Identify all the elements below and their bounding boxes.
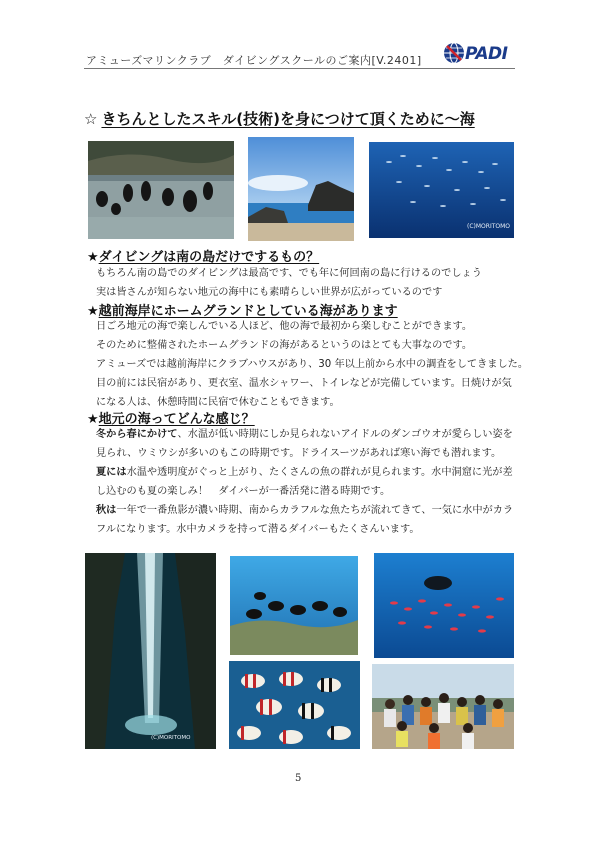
watermark-bottom-left: (C)MORITOMO <box>151 735 191 741</box>
section-star-3: ★ <box>87 412 99 427</box>
photo-fish-school <box>369 142 514 238</box>
photo-group-beach <box>372 664 514 749</box>
watermark-top-right: (C)MORITOMO <box>467 223 510 230</box>
section-body-3 <box>96 425 526 539</box>
section-heading-text-1: ダイビングは南の島だけでするもの？ <box>98 250 320 265</box>
header-title: アミューズマリンクラブ ダイビングスクールのご案内[V.2401] <box>86 54 422 67</box>
photo-divers-shallow <box>88 141 234 239</box>
season-label-winter: 冬から春にかけて <box>96 429 178 440</box>
body-line: 夏には水温や透明度がぐっと上がり、たくさんの魚の群れが見られます。水中洞窟に光が差 <box>96 467 513 478</box>
photo-diver-red-fish <box>374 553 514 658</box>
body-line: し込むのも夏の楽しみ！ ダイバーが一番活発に潜る時期です。 <box>96 486 391 497</box>
section-heading-text-2: 越前海岸にホームグランドとしている海があります <box>98 304 398 319</box>
body-line: 日ごろ地元の海で楽しんでいる人ほど、他の海で最初から楽しむことができます。 <box>96 321 473 332</box>
section-star-1: ★ <box>87 250 99 265</box>
title-text: きちんとしたスキル(技術)を身につけて頂くために～海 <box>101 110 475 128</box>
photo-striped-fish <box>229 661 360 749</box>
season-label-summer: 夏には <box>96 467 127 478</box>
title-star: ☆ <box>84 110 98 128</box>
body-line: フルになります。水中カメラを持って潜るダイバーもたくさんいます。 <box>96 524 420 535</box>
section-heading-text-3: 地元の海ってどんな感じ？ <box>98 412 255 427</box>
body-line: そのために整備されたホームグランドの海があるというのはとても大事なのです。 <box>96 340 473 351</box>
page-title <box>84 108 475 129</box>
body-line: 秋は一年で一番魚影が濃い時期、南からカラフルな魚たちが流れてきて、一気に水中がカラ <box>96 505 514 516</box>
photo-cave-light <box>85 553 216 749</box>
body-line: 目の前には民宿があり、更衣室、温水シャワー、トイレなどが完備しています。日焼けが気 <box>96 378 512 389</box>
body-line: もちろん南の島でのダイビングは最高です、でも年に何回南の島に行けるのでしょう <box>96 268 482 279</box>
section-heading-1 <box>87 246 319 265</box>
section-body-2 <box>96 317 529 412</box>
header-divider <box>84 68 515 69</box>
photo-divers-group <box>230 556 358 655</box>
section-body-1 <box>96 264 526 302</box>
body-line: になる人は、休憩時間に民宿で休むこともできます。 <box>96 397 340 408</box>
padi-logo-text: PADI <box>465 44 508 64</box>
section-star-2: ★ <box>87 304 99 319</box>
page-number: 5 <box>295 773 302 784</box>
globe-icon <box>443 42 465 64</box>
body-line: アミューズでは越前海岸にクラブハウスがあり、30 年以上前から水中の調査をしてきました。 <box>96 359 529 370</box>
padi-logo <box>443 42 515 66</box>
body-line: 冬から春にかけて、水温が低い時期にしか見られないアイドルのダンゴウオが愛らしい姿を <box>96 429 513 440</box>
body-line: 見られ、ウミウシが多いのもこの時期です。ドライスーツがあれば寒い海でも潜れます。 <box>96 448 502 459</box>
season-label-autumn: 秋は <box>96 505 117 516</box>
body-line: 実は皆さんが知らない地元の海中にも素晴らしい世界が広がっているのです <box>96 287 443 298</box>
photo-rocky-coast <box>248 137 354 241</box>
